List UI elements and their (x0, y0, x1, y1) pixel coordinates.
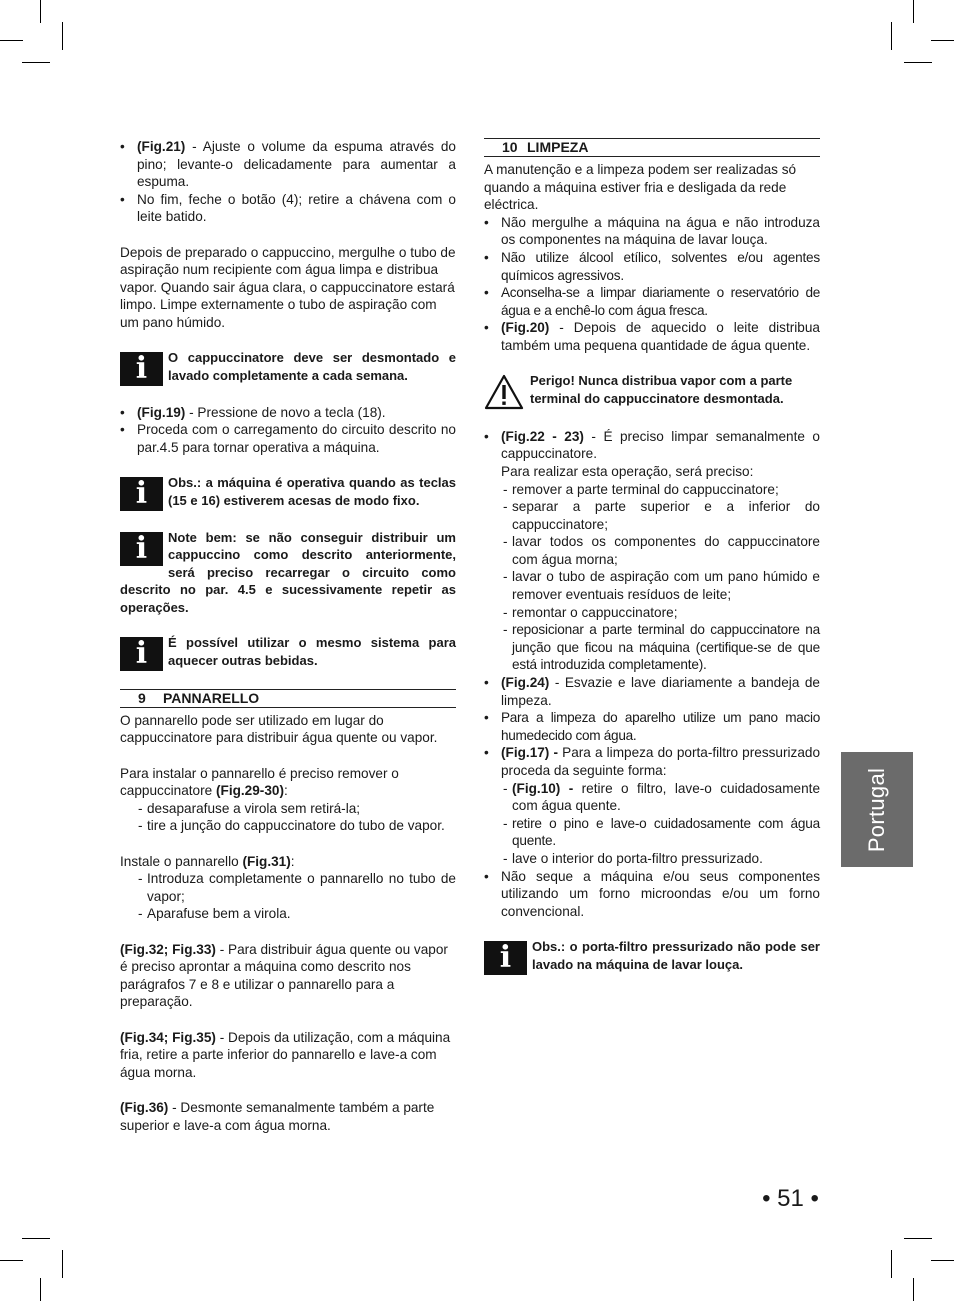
info-icon: i (120, 477, 163, 511)
info-icon: i (120, 352, 163, 386)
crop-mark (913, 1278, 914, 1301)
dash-item: - Introduza completamente o pannarello no tubo de vapor; (120, 870, 456, 905)
dash-item: - remontar o cappuccinatore; (501, 604, 820, 622)
sublist-cappuccinatore-cleaning (484, 463, 820, 674)
paragraph-install-prep: Para instalar o pannarello é preciso remover o cappuccinatore (Fig.29-30): (120, 765, 399, 799)
crop-mark (904, 62, 932, 63)
language-tab-label: Portugal (864, 767, 890, 852)
bullet-fig17: • (Fig.17) - Para a limpeza do porta-filtro pressurizado proceda da seguinte forma: (484, 744, 820, 779)
crop-mark (0, 40, 23, 41)
sublist-portafiltro (484, 780, 820, 868)
bullet-item: • Não seque a máquina e/ou seus componentes utilizando um forno microondas e/ou um forno convencional. (484, 868, 820, 921)
crop-mark (0, 1260, 23, 1261)
bullet-item: • Não mergulhe a máquina na água e não introduza os componentes na máquina de lavar louça. (484, 214, 820, 249)
crop-mark (891, 22, 892, 50)
paragraph-limpeza-intro: A manutenção e a limpeza podem ser realizadas só quando a máquina estiver fria e desligada da rede eléctrica. (484, 162, 797, 213)
crop-mark (62, 1250, 63, 1278)
crop-mark (40, 1278, 41, 1301)
bullet-fig20: • (Fig.20) - Depois de aquecido o leite distribua também uma pequena quantidade de água quente. (484, 319, 820, 354)
warning-note: Perigo! Nunca distribua vapor com a parte terminal do cappuccinatore desmontada. (484, 372, 820, 410)
section-heading-pannarello: 9 PANNARELLO (120, 689, 456, 708)
paragraph-fig34-35: (Fig.34; Fig.35) - Depois da utilização, com a máquina fria, retire a parte inferior do pannarello e lave-a com água morna. (120, 1029, 451, 1080)
dash-item: - lavar o tubo de aspiração com um pano húmido e remover eventuais resíduos de leite; (501, 568, 820, 603)
crop-mark (22, 62, 50, 63)
info-icon: i (120, 637, 163, 671)
dash-item: - retire o pino e lave-o cuidadosamente com água quente. (501, 815, 820, 850)
bullet-fig24: • (Fig.24) - Esvazie e lave diariamente a bandeja de limpeza. (484, 674, 820, 709)
dash-item: - tire a junção do cappuccinatore do tubo de vapor. (120, 817, 456, 835)
info-icon: i (120, 532, 163, 566)
bullet-close-button: • No fim, feche o botão (4); retire a chávena com o leite batido. (120, 191, 456, 226)
dash-item-fig10: - (Fig.10) - retire o filtro, lave-o cuidadosamente com água quente. (501, 780, 820, 815)
bullet-fig21: • (Fig.21) - Ajuste o volume da espuma através do pino; levante-o delicadamente para aumentar a espuma. (120, 138, 456, 191)
crop-mark (931, 40, 954, 41)
info-note: i É possível utilizar o mesmo sistema para aquecer outras bebidas. (120, 634, 456, 671)
info-icon: i (484, 941, 527, 975)
paragraph-fig36: (Fig.36) - Desmonte semanalmente também a parte superior e lave-a com água morna. (120, 1099, 435, 1133)
dash-item: - separar a parte superior e a inferior do cappuccinatore; (501, 498, 820, 533)
dash-item: - Aparafuse bem a virola. (120, 905, 456, 923)
info-note: i Obs.: a máquina é operativa quando as teclas (15 e 16) estiverem acesas de modo fixo. (120, 474, 456, 511)
dash-item: - reposicionar a parte terminal do cappuccinatore na junção que ficou na máquina (certifique-se de que está introduzida completamente). (501, 621, 820, 674)
info-note: i O cappuccinatore deve ser desmontado e lavado completamente a cada semana. (120, 349, 456, 386)
crop-mark (891, 1250, 892, 1278)
bullet-fig22-23: • (Fig.22 - 23) - É preciso limpar semanalmente o cappuccinatore. (484, 428, 820, 463)
crop-mark (904, 1238, 932, 1239)
info-note: i Obs.: o porta-filtro pressurizado não pode ser lavado na máquina de lavar louça. (484, 938, 820, 975)
right-column (484, 138, 820, 975)
crop-mark (22, 1238, 50, 1239)
dash-item: - remover a parte terminal do cappuccinatore; (501, 481, 820, 499)
dash-item: - lave o interior do porta-filtro pressurizado. (501, 850, 820, 868)
page-number: • 51 • (762, 1185, 819, 1212)
bullet-item: • Para a limpeza do aparelho utilize um pano macio humedecido com água. (484, 709, 820, 744)
bullet-fig19: • (Fig.19) - Pressione de novo a tecla (18). (120, 404, 456, 422)
bullet-item: • Aconselha-se a limpar diariamente o reservatório de água e a enchê-lo com água fresca. (484, 284, 820, 319)
dash-item: - lavar todos os componentes do cappuccinatore com água morna; (501, 533, 820, 568)
bullet-item: • Não utilize álcool etílico, solventes e/ou agentes químicos agressivos. (484, 249, 820, 284)
crop-mark (40, 0, 41, 23)
dash-item: - desaparafuse a virola sem retirá-la; (120, 800, 456, 818)
paragraph-pannarello-intro: O pannarello pode ser utilizado em lugar do cappuccinatore para distribuir água quente ou vapor. (120, 712, 438, 746)
sublist-intro: Para realizar esta operação, será preciso: (501, 463, 754, 479)
paragraph-install-pannarello: Instale o pannarello (Fig.31): (120, 853, 295, 869)
bullet-circuit-loading: • Proceda com o carregamento do circuito descrito no par.4.5 para tornar operativa a máquina. (120, 421, 456, 456)
info-note: i Note bem: se não conseguir distribuir um cappuccino como descrito anteriormente, será preciso recarregar o circuito como descrito no par. 4.5 e sucessivamente repetir as operações. (120, 529, 456, 616)
left-column (120, 138, 456, 1134)
paragraph-cleaning-cappuccinatore: Depois de preparado o cappuccino, mergulhe o tubo de aspiração num recipiente com água limpa e distribua vapor. Quando sair água clara, o cappuccinatore estará limpo. Limpe externamente o tubo de aspiração com um pano húmido. (120, 244, 456, 330)
warning-icon (484, 374, 524, 410)
crop-mark (913, 0, 914, 23)
section-heading-limpeza: 10 LIMPEZA (484, 138, 820, 157)
paragraph-fig32-33: (Fig.32; Fig.33) - Para distribuir água quente ou vapor é preciso aprontar a máquina como descrito nos parágrafos 7 e 8 e utilizar o pannarello para a preparação. (120, 941, 448, 1010)
crop-mark (62, 22, 63, 50)
crop-mark (931, 1260, 954, 1261)
language-tab (841, 752, 913, 867)
